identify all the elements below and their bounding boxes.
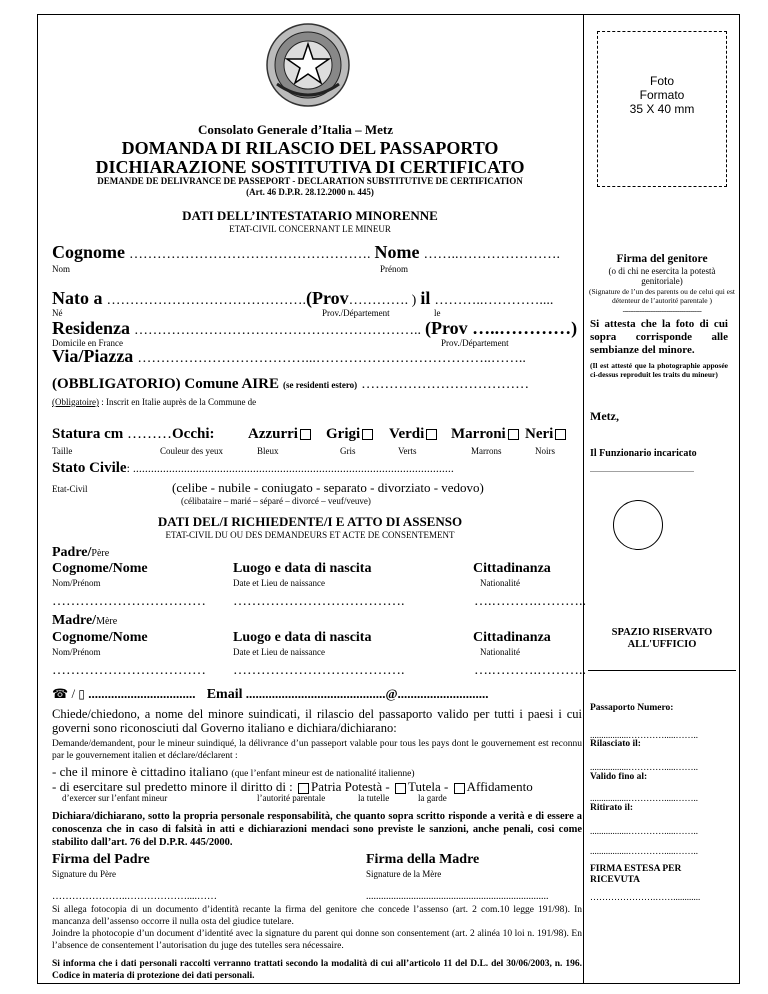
firma-genitore-title: Firma del genitore: [616, 253, 708, 265]
madre-citizenship-field[interactable]: ….……….………..: [474, 663, 586, 678]
autorite-fr: l’autorité parentale: [257, 793, 326, 803]
funzionario-field[interactable]: ....................................................: [590, 465, 694, 474]
residenza-label: Residenza: [52, 318, 130, 338]
nome-field[interactable]: ……..………………….: [423, 247, 560, 262]
oblig-fr-text: : Inscrit en Italie auprès de la Commune de: [98, 397, 257, 407]
marroni-checkbox[interactable]: [508, 429, 519, 440]
chiede-paragraph: Chiede/chiedono, a nome del minore suindicati, il rilascio del passaporto valido per tutti i paesi i cui governi sono riconosciuti dal Governo italiano e dichiara/dichiarano:: [52, 707, 582, 735]
allega-paragraph: Si allega fotocopia di un documento d’identità recante la firma del genitore che concede l’assenso (art. 2 com.10 legge 191/98). In mancanza dell’assenso occorre il nulla osta del giudice tutelare.: [52, 905, 582, 927]
affidamento-label: Affidamento: [466, 779, 533, 794]
madre-cognome-header: Cognome/Nome: [52, 630, 148, 645]
padre-cittadinanza-header: Cittadinanza: [473, 561, 551, 576]
firma-estesa-field[interactable]: ………………….……............: [590, 892, 701, 902]
parents-section-heading: DATI DEL/I RICHIEDENTE/I E ATTO DI ASSENSO: [157, 514, 463, 529]
firma-padre-label: Firma del Padre: [52, 852, 150, 867]
padre-cognome-header: Cognome/Nome: [52, 561, 148, 576]
cognome-field[interactable]: …………………………………………….: [129, 247, 371, 262]
via-row[interactable]: [52, 346, 526, 367]
statura-field[interactable]: ………: [127, 426, 172, 442]
verdi-label: Verdi: [389, 426, 425, 442]
oblig-fr: [52, 397, 256, 407]
bleux-fr: Bleux: [257, 446, 279, 456]
affidamento-checkbox[interactable]: [454, 783, 465, 794]
provdep-fr: Prov./Département: [322, 308, 390, 318]
minor-section-heading-fr: ETAT-CIVIL CONCERNANT LE MINEUR: [229, 224, 391, 234]
eye-option-grigi[interactable]: [326, 426, 375, 443]
demande-paragraph-fr: [52, 738, 582, 762]
official-stamp-area: [613, 500, 663, 550]
nome-label: Nome: [374, 242, 420, 262]
residenza-row[interactable]: [52, 318, 577, 339]
padre-label: [52, 545, 109, 561]
atteste-text-fr: (Il est attesté que la photographie apposée ci-dessus reproduit les traits du mineur): [590, 361, 728, 379]
madre-nationalite-fr: Nationalité: [480, 647, 520, 657]
joindre-paragraph-fr: Joindre la photocopie d’un document d’identité avec la signature du parent qui donne son consentement (art. 2 alinéa 10 loi n. 191/98). En l’absence de consentement l’autorisation du juge des tutelles sera nécessaire.: [52, 929, 582, 951]
form-subtitle-fr: DEMANDE DE DELIVRANCE DE PASSEPORT - DECLARATION SUBSTITUTIVE DE CERTIFICATION: [97, 176, 523, 186]
padre-birth-field[interactable]: ……………………………….: [233, 594, 405, 609]
demande-fr-colon: :: [232, 751, 238, 761]
ne-fr: Né: [52, 308, 63, 318]
madre-nom-fr: Nom/Prénom: [52, 647, 101, 657]
domicile-fr: Domicile en France: [52, 338, 123, 348]
madre-birth-field[interactable]: ……………………………….: [233, 663, 405, 678]
madre-name-field[interactable]: ……………………………: [52, 663, 206, 678]
eye-option-azzurri[interactable]: [248, 426, 313, 443]
statura-label: Statura cm: [52, 426, 124, 442]
form-subtitle-law: (Art. 46 D.P.R. 28.12.2000 n. 445): [246, 187, 374, 197]
eye-option-neri[interactable]: [525, 426, 568, 443]
stato-field[interactable]: : ...........................................................................................................: [126, 461, 454, 475]
firma-madre-label: Firma della Madre: [366, 852, 480, 867]
contact-row[interactable]: [52, 686, 489, 703]
rilasciato-label: Rilasciato il:: [590, 739, 641, 749]
tutela-label: Tutela -: [408, 779, 449, 794]
cognome-label: Cognome: [52, 242, 125, 262]
aire-note: (se residenti estero): [283, 380, 358, 390]
minor-section-heading: DATI DELL’INTESTATARIO MINORENNE: [182, 208, 438, 223]
pere-fr: Père: [91, 548, 110, 559]
valido-label: Valido fino al:: [590, 772, 648, 782]
residenza-prov[interactable]: (Prov …..…………): [425, 318, 578, 338]
mobile-icon: ▯: [78, 687, 85, 701]
passaporto-label: Passaporto Numero:: [590, 703, 674, 713]
firma-genitore-note-fr: (Signature de l’un des parents ou de celui qui est détenteur de l’autorité parentale ): [588, 287, 735, 305]
gris-fr: Gris: [340, 446, 356, 456]
parents-section-heading-fr: ETAT-CIVIL DU OU DES DEMANDEURS ET ACTE DE CONSENTEMENT: [165, 530, 455, 540]
cittadino-line: [52, 764, 415, 780]
il-field[interactable]: ………..…………....: [434, 293, 554, 308]
padre-name-field[interactable]: ……………………………: [52, 594, 206, 609]
padre-luogo-header: Luogo e data di nascita: [233, 561, 372, 576]
aire-label: (OBBLIGATORIO) Comune AIRE: [52, 376, 279, 392]
phone-icon: ☎: [52, 686, 69, 701]
grigi-label: Grigi: [326, 426, 361, 442]
prov-field[interactable]: …………. ): [348, 293, 417, 308]
nato-row[interactable]: [52, 288, 553, 309]
ritirato-field-2[interactable]: .................………….....……..: [590, 846, 698, 856]
tutelle-fr: la tutelle: [358, 793, 390, 803]
nom-fr: Nom: [52, 264, 70, 274]
padre-text: Padre/: [52, 545, 92, 560]
garde-fr: la garde: [418, 793, 447, 803]
azzurri-checkbox[interactable]: [300, 429, 311, 440]
residenza-field[interactable]: ……………………………………………………..: [134, 323, 421, 338]
sig-mere-fr: Signature de la Mère: [366, 869, 442, 879]
aire-field[interactable]: ………………………………: [361, 377, 530, 392]
patria-checkbox[interactable]: [298, 783, 309, 794]
marrons-fr: Marrons: [471, 446, 502, 456]
provdep2-fr: Prov./Département: [441, 338, 509, 348]
le-fr: le: [434, 308, 441, 318]
eye-option-marroni[interactable]: [451, 426, 521, 443]
noirs-fr: Noirs: [535, 446, 555, 456]
nato-field[interactable]: …………………………………….: [106, 293, 306, 308]
privacy-paragraph: Si informa che i dati personali raccolti verranno trattati secondo la modalità di cui all’articolo 11 del D.L. del 30/06/2003, n. 196. Codice in materia di protezione dei dati personali.: [52, 959, 582, 981]
valido-field[interactable]: .................………….....……..: [590, 793, 698, 803]
ritirato-label: Ritirato il:: [590, 803, 634, 813]
office-title: SPAZIO RISERVATO ALL'UFFICIO: [611, 627, 713, 650]
verts-fr: Verts: [398, 446, 417, 456]
dichiara-paragraph: Dichiara/dichiarano, sotto la propria personale responsabilità, che quanto sopra scritto risponde a verità e di essere a conoscenza che in caso di falsità in atti e dichiarazioni mendaci sono previste le sanzioni, anche penali, cosi come stabilito dall’art. 76 del D.P.R. 445/2000.: [52, 811, 582, 848]
neri-checkbox[interactable]: [555, 429, 566, 440]
madre-label: [52, 613, 117, 629]
attesta-text: Si attesta che la foto di cui sopra corrisponde alle sembianze del minore.: [590, 318, 728, 356]
phone-field[interactable]: .................................: [84, 686, 196, 701]
photo-label-3: 35 X 40 mm: [629, 102, 695, 116]
madre-cittadinanza-header: Cittadinanza: [473, 630, 551, 645]
passaporto-field[interactable]: .................………….....……..: [590, 730, 698, 740]
firma-padre-field[interactable]: …………………..………………....……: [52, 891, 217, 902]
firma-genitore-note: (o di chi ne esercita la potestà genitoriale): [608, 266, 716, 286]
padre-date-fr: Date et Lieu de naissance: [233, 578, 325, 588]
firma-madre-field[interactable]: .........................................................................: [366, 891, 549, 902]
marroni-label: Marroni: [451, 426, 506, 442]
stato-label: Stato Civile: [52, 460, 127, 476]
photo-placeholder[interactable]: [597, 31, 727, 187]
padre-nom-fr: Nom/Prénom: [52, 578, 101, 588]
azzurri-label: Azzurri: [248, 426, 298, 442]
ritirato-field[interactable]: .................………….....……..: [590, 826, 698, 836]
cittadino-text: - che il minore è cittadino italiano: [52, 764, 229, 779]
cognome-row[interactable]: [52, 242, 560, 263]
couleur-fr: Couleur des yeux: [160, 446, 223, 456]
form-title-1: DOMANDA DI RILASCIO DEL PASSAPORTO: [121, 138, 499, 158]
madre-luogo-header: Luogo e data di nascita: [233, 630, 372, 645]
tutela-checkbox[interactable]: [395, 783, 406, 794]
grigi-checkbox[interactable]: [362, 429, 373, 440]
contact-separator: /: [68, 686, 79, 701]
stato-civile-row[interactable]: [52, 460, 454, 477]
padre-citizenship-field[interactable]: ….……….………..: [474, 594, 586, 609]
padre-nationalite-fr: Nationalité: [480, 578, 520, 588]
eye-option-verdi[interactable]: [389, 426, 439, 443]
esercitare-text: - di esercitare sul predetto minore il diritto di :: [52, 779, 293, 794]
taille-fr: Taille: [52, 446, 73, 456]
verdi-checkbox[interactable]: [426, 429, 437, 440]
stato-options-fr: (célibataire – marié – séparé – divorcé – veuf/veuve): [181, 496, 371, 506]
email-label: Email: [206, 687, 243, 702]
madre-text: Madre/: [52, 613, 97, 628]
photo-label-1: Foto: [649, 74, 674, 88]
madre-date-fr: Date et Lieu de naissance: [233, 647, 325, 657]
via-field[interactable]: ………………………………...………………………………..……..: [137, 351, 526, 366]
cittadino-fr: (que l’enfant mineur est de nationalité italienne): [231, 769, 415, 779]
aire-row[interactable]: [52, 375, 529, 393]
il-label: il: [420, 288, 431, 308]
email-field[interactable]: ...........................................@............................: [242, 686, 489, 701]
demande-fr-text: Demande/demandent, pour le mineur suindiqué, la délivrance d’un passeport valable pour tous les pays dont le gouvernement est reconnu par le gouvernement italien et déclare/déclarent: [52, 739, 582, 761]
eyes-row: [52, 426, 215, 443]
italian-emblem: [265, 22, 351, 108]
etat-civil-fr: Etat-Civil: [52, 484, 88, 494]
rilasciato-field[interactable]: .................………….....……..: [590, 762, 698, 772]
prov-label: (Prov: [306, 288, 349, 308]
metz-label: Metz,: [590, 409, 619, 423]
consulate-name: Consolato Generale d’Italia – Metz: [198, 122, 393, 137]
exercer-fr: d’exercer sur l’enfant mineur: [62, 793, 168, 803]
mere-fr: Mère: [96, 616, 118, 627]
funzionario-label: Il Funzionario incaricato: [590, 448, 697, 459]
neri-label: Neri: [525, 426, 554, 442]
firma-estesa-label: FIRMA ESTESA PER RICEVUTA: [590, 864, 682, 885]
photo-label-2: Formato: [639, 88, 685, 102]
occhi-label: Occhi:: [172, 426, 215, 442]
via-label: Via/Piazza: [52, 346, 134, 366]
nato-label: Nato a: [52, 288, 103, 308]
firma-genitore-field[interactable]: -------------------------------------------: [622, 307, 702, 315]
sig-pere-fr: Signature du Père: [52, 869, 116, 879]
patria-label: Patria Potestà -: [311, 779, 390, 794]
stato-options: (celibe - nubile - coniugato - separato - divorziato - vedovo): [172, 480, 484, 495]
form-title-2: DICHIARAZIONE SOSTITUTIVA DI CERTIFICATO: [95, 157, 525, 177]
oblig-fr-label: (Obligatoire): [52, 397, 99, 407]
prenom-fr: Prénom: [380, 264, 408, 274]
